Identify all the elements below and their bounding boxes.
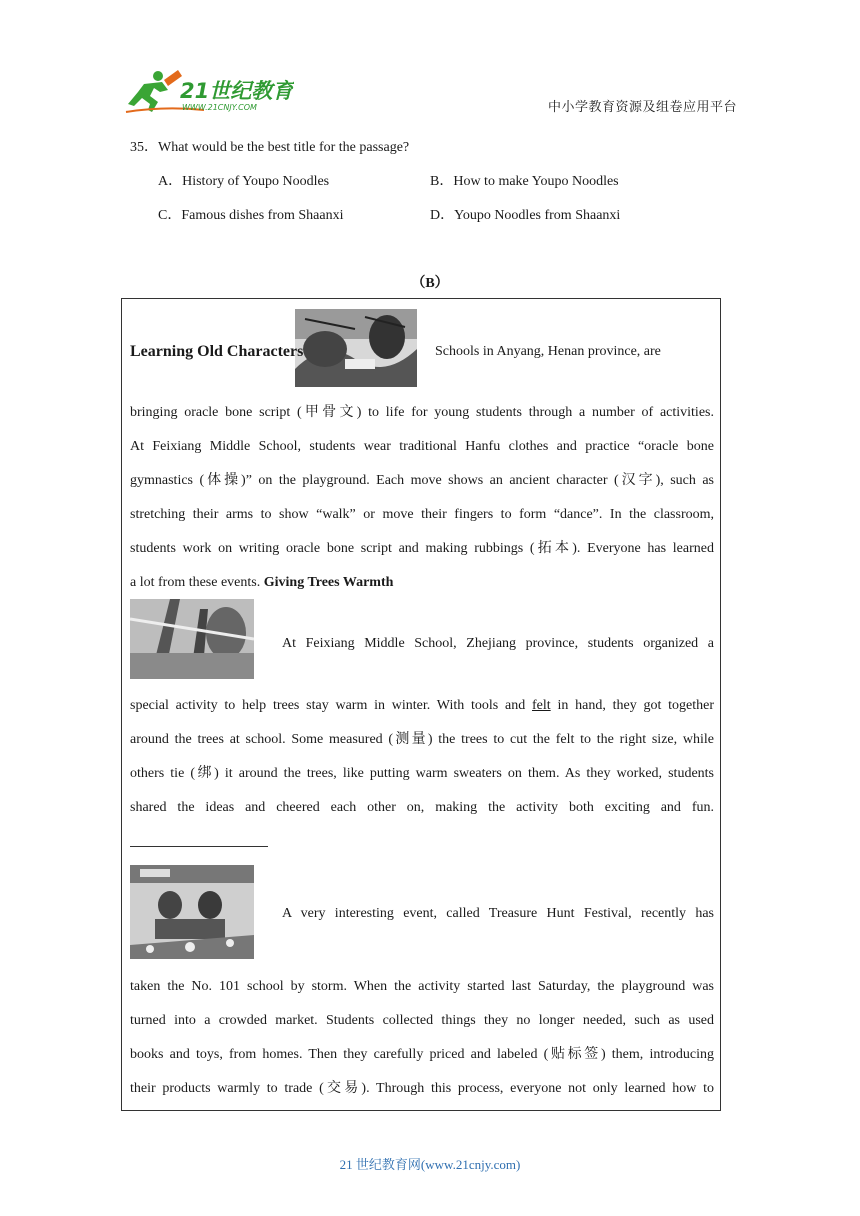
logo [124, 66, 294, 118]
felt-underlined-word: felt [532, 698, 551, 713]
p1-line: gymnastics (体操)” on the playground. Each move shows an ancient character (汉字), such as [130, 473, 714, 488]
platform-text: 中小学教育资源及组卷应用平台 [548, 100, 738, 115]
p3-line: books and toys, from homes. Then they carefully priced and labeled (贴标签) them, introducing [130, 1047, 714, 1062]
question-options [158, 172, 770, 226]
question-35 [130, 138, 770, 226]
oracle-bone-photo [295, 309, 417, 387]
page-header [0, 0, 860, 130]
passage-box [121, 298, 721, 1111]
p3-first-line: A very interesting event, called Treasure Hunt Festival, recently has [282, 906, 714, 921]
page-footer[interactable]: 21 世纪教育网(www.21cnjy.com) [339, 1157, 521, 1172]
p1-line: students work on writing oracle bone script and making rubbings (拓本). Everyone has learned [130, 541, 714, 556]
option-d[interactable]: D．Youpo Noodles from Shaanxi [430, 208, 621, 223]
title-giving-trees-warmth: Giving Trees Warmth [263, 575, 394, 590]
p3-line: taken the No. 101 school by storm. When the activity started last Saturday, the playground was [130, 979, 714, 994]
p2-first-line: At Feixiang Middle School, Zhejiang province, students organized a [282, 636, 714, 651]
p2-line-1-a: special activity to help trees stay warm in winter. With tools and [130, 698, 526, 713]
option-a[interactable]: A．History of Youpo Noodles [158, 174, 330, 189]
p1-first-line: Schools in Anyang, Henan province, are [435, 344, 661, 359]
option-b[interactable]: B．How to make Youpo Noodles [430, 174, 619, 189]
option-c[interactable]: C．Famous dishes from Shaanxi [158, 208, 344, 223]
trees-felt-photo [130, 599, 254, 679]
answer-blank[interactable] [130, 846, 268, 847]
section-label: （B） [411, 276, 449, 291]
p2-line-1 [130, 696, 714, 716]
question-stem: 35．What would be the best title for the passage? [130, 140, 410, 155]
p2-line-1-b: in hand, they got together [557, 698, 715, 713]
p1-last-text: a lot from these events. [130, 575, 261, 590]
p2-line: shared the ideas and cheered each other on, making the activity both exciting and fun. [130, 800, 714, 815]
p3-line: turned into a crowded market. Students collected things they no longer needed, such as used [130, 1013, 714, 1028]
treasure-hunt-photo [130, 865, 254, 959]
p1-line: stretching their arms to show “walk” or move their fingers to form “dance”. In the classroom, [130, 507, 714, 522]
p1-line: bringing oracle bone script (甲骨文) to life for young students through a number of activities. [130, 405, 714, 420]
p2-line: others tie (绑) it around the trees, like putting warm sweaters on them. As they worked, students [130, 766, 714, 781]
title-learning-old-characters: Learning Old Characters [130, 343, 304, 360]
p3-line: their products warmly to trade (交易). Through this process, everyone not only learned how to [130, 1081, 714, 1096]
svg-text:21世纪教育: 21世纪教育 [180, 79, 294, 103]
p2-line: around the trees at school. Some measured (测量) the trees to cut the felt to the right size, while [130, 732, 714, 747]
runner-logo-icon [124, 66, 294, 118]
svg-text:WWW.21CNJY.COM: WWW.21CNJY.COM [182, 103, 257, 112]
p1-last-line [130, 573, 393, 593]
p1-line: At Feixiang Middle School, students wear traditional Hanfu clothes and practice “oracle bone [130, 439, 714, 454]
